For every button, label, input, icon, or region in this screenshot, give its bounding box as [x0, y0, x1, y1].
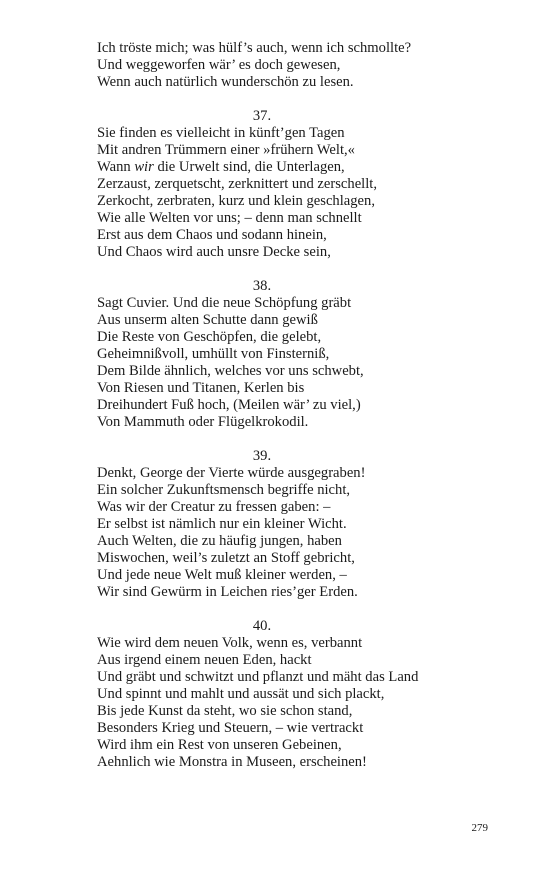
verse-line: Ein solcher Zukunftsmensch begriffe nicht, — [97, 482, 351, 498]
verse-line: Mit andren Trümmern einer »frühern Welt,« — [97, 142, 355, 158]
verse-line: Dreihundert Fuß hoch, (Meilen wär’ zu viel,) — [97, 397, 361, 413]
verse-line: Denkt, George der Vierte würde ausgegraben! — [97, 465, 366, 481]
verse-line: Zerzaust, zerquetscht, zerknittert und zerschellt, — [97, 176, 377, 192]
verse-text: Wann — [97, 159, 135, 175]
stanza-38 — [97, 278, 517, 431]
page-number: 279 — [471, 822, 488, 834]
verse-line: Und Chaos wird auch unsre Decke sein, — [97, 244, 331, 260]
verse-line: Von Riesen und Titanen, Kerlen bis — [97, 380, 305, 396]
verse-line: Dem Bilde ähnlich, welches vor uns schwebt, — [97, 363, 364, 379]
verse-text: die Urwelt sind, die Unterlagen, — [153, 159, 345, 175]
stanza-number: 40. — [252, 618, 272, 634]
verse-line: Wir sind Gewürm in Leichen ries’ger Erden. — [97, 584, 358, 600]
verse-line: Ich tröste mich; was hülf’s auch, wenn ich schmollte? — [97, 40, 412, 56]
verse-line: Was wir der Creatur zu fressen gaben: – — [97, 499, 331, 515]
stanza-number: 39. — [252, 448, 272, 464]
emphasized-word: wir — [134, 159, 154, 175]
verse-line: Sie finden es vielleicht in künft’gen Tagen — [97, 125, 345, 141]
verse-line: Besonders Krieg und Steuern, – wie vertrackt — [97, 720, 364, 736]
verse-line: Aus irgend einem neuen Eden, hackt — [97, 652, 312, 668]
verse-line: Aus unserm alten Schutte dann gewiß — [97, 312, 318, 328]
stanza-number: 37. — [252, 108, 272, 124]
verse-line: Aehnlich wie Monstra in Museen, erscheinen! — [97, 754, 367, 770]
verse-line: Miswochen, weil’s zuletzt an Stoff gebricht, — [97, 550, 355, 566]
opening-lines — [97, 40, 517, 91]
verse-line: Wird ihm ein Rest von unseren Gebeinen, — [97, 737, 342, 753]
verse-line: Auch Welten, die zu häufig jungen, haben — [97, 533, 342, 549]
verse-line: Wie alle Welten vor uns; – denn man schnellt — [97, 210, 362, 226]
stanza-39 — [97, 448, 517, 601]
verse-line: Und gräbt und schwitzt und pflanzt und mäht das Land — [97, 669, 419, 685]
verse-line: Von Mammuth oder Flügelkrokodil. — [97, 414, 309, 430]
verse-line: Wie wird dem neuen Volk, wenn es, verbannt — [97, 635, 363, 651]
stanza-40 — [97, 618, 517, 771]
poem-text — [97, 40, 517, 771]
verse-line: Und spinnt und mahlt und aussät und sich plackt, — [97, 686, 385, 702]
verse-line: Er selbst ist nämlich nur ein kleiner Wicht. — [97, 516, 347, 532]
verse-line — [97, 159, 517, 176]
stanza-37 — [97, 108, 517, 261]
verse-line: Und jede neue Welt muß kleiner werden, – — [97, 567, 347, 583]
verse-line: Und weggeworfen wär’ es doch gewesen, — [97, 57, 341, 73]
verse-line: Zerkocht, zerbraten, kurz und klein geschlagen, — [97, 193, 375, 209]
verse-line: Sagt Cuvier. Und die neue Schöpfung gräbt — [97, 295, 352, 311]
stanza-number: 38. — [252, 278, 272, 294]
verse-line: Geheimnißvoll, umhüllt von Finsterniß, — [97, 346, 330, 362]
verse-line: Erst aus dem Chaos und sodann hinein, — [97, 227, 327, 243]
verse-line: Wenn auch natürlich wunderschön zu lesen. — [97, 74, 354, 90]
verse-line: Die Reste von Geschöpfen, die gelebt, — [97, 329, 322, 345]
verse-line: Bis jede Kunst da steht, wo sie schon stand, — [97, 703, 353, 719]
